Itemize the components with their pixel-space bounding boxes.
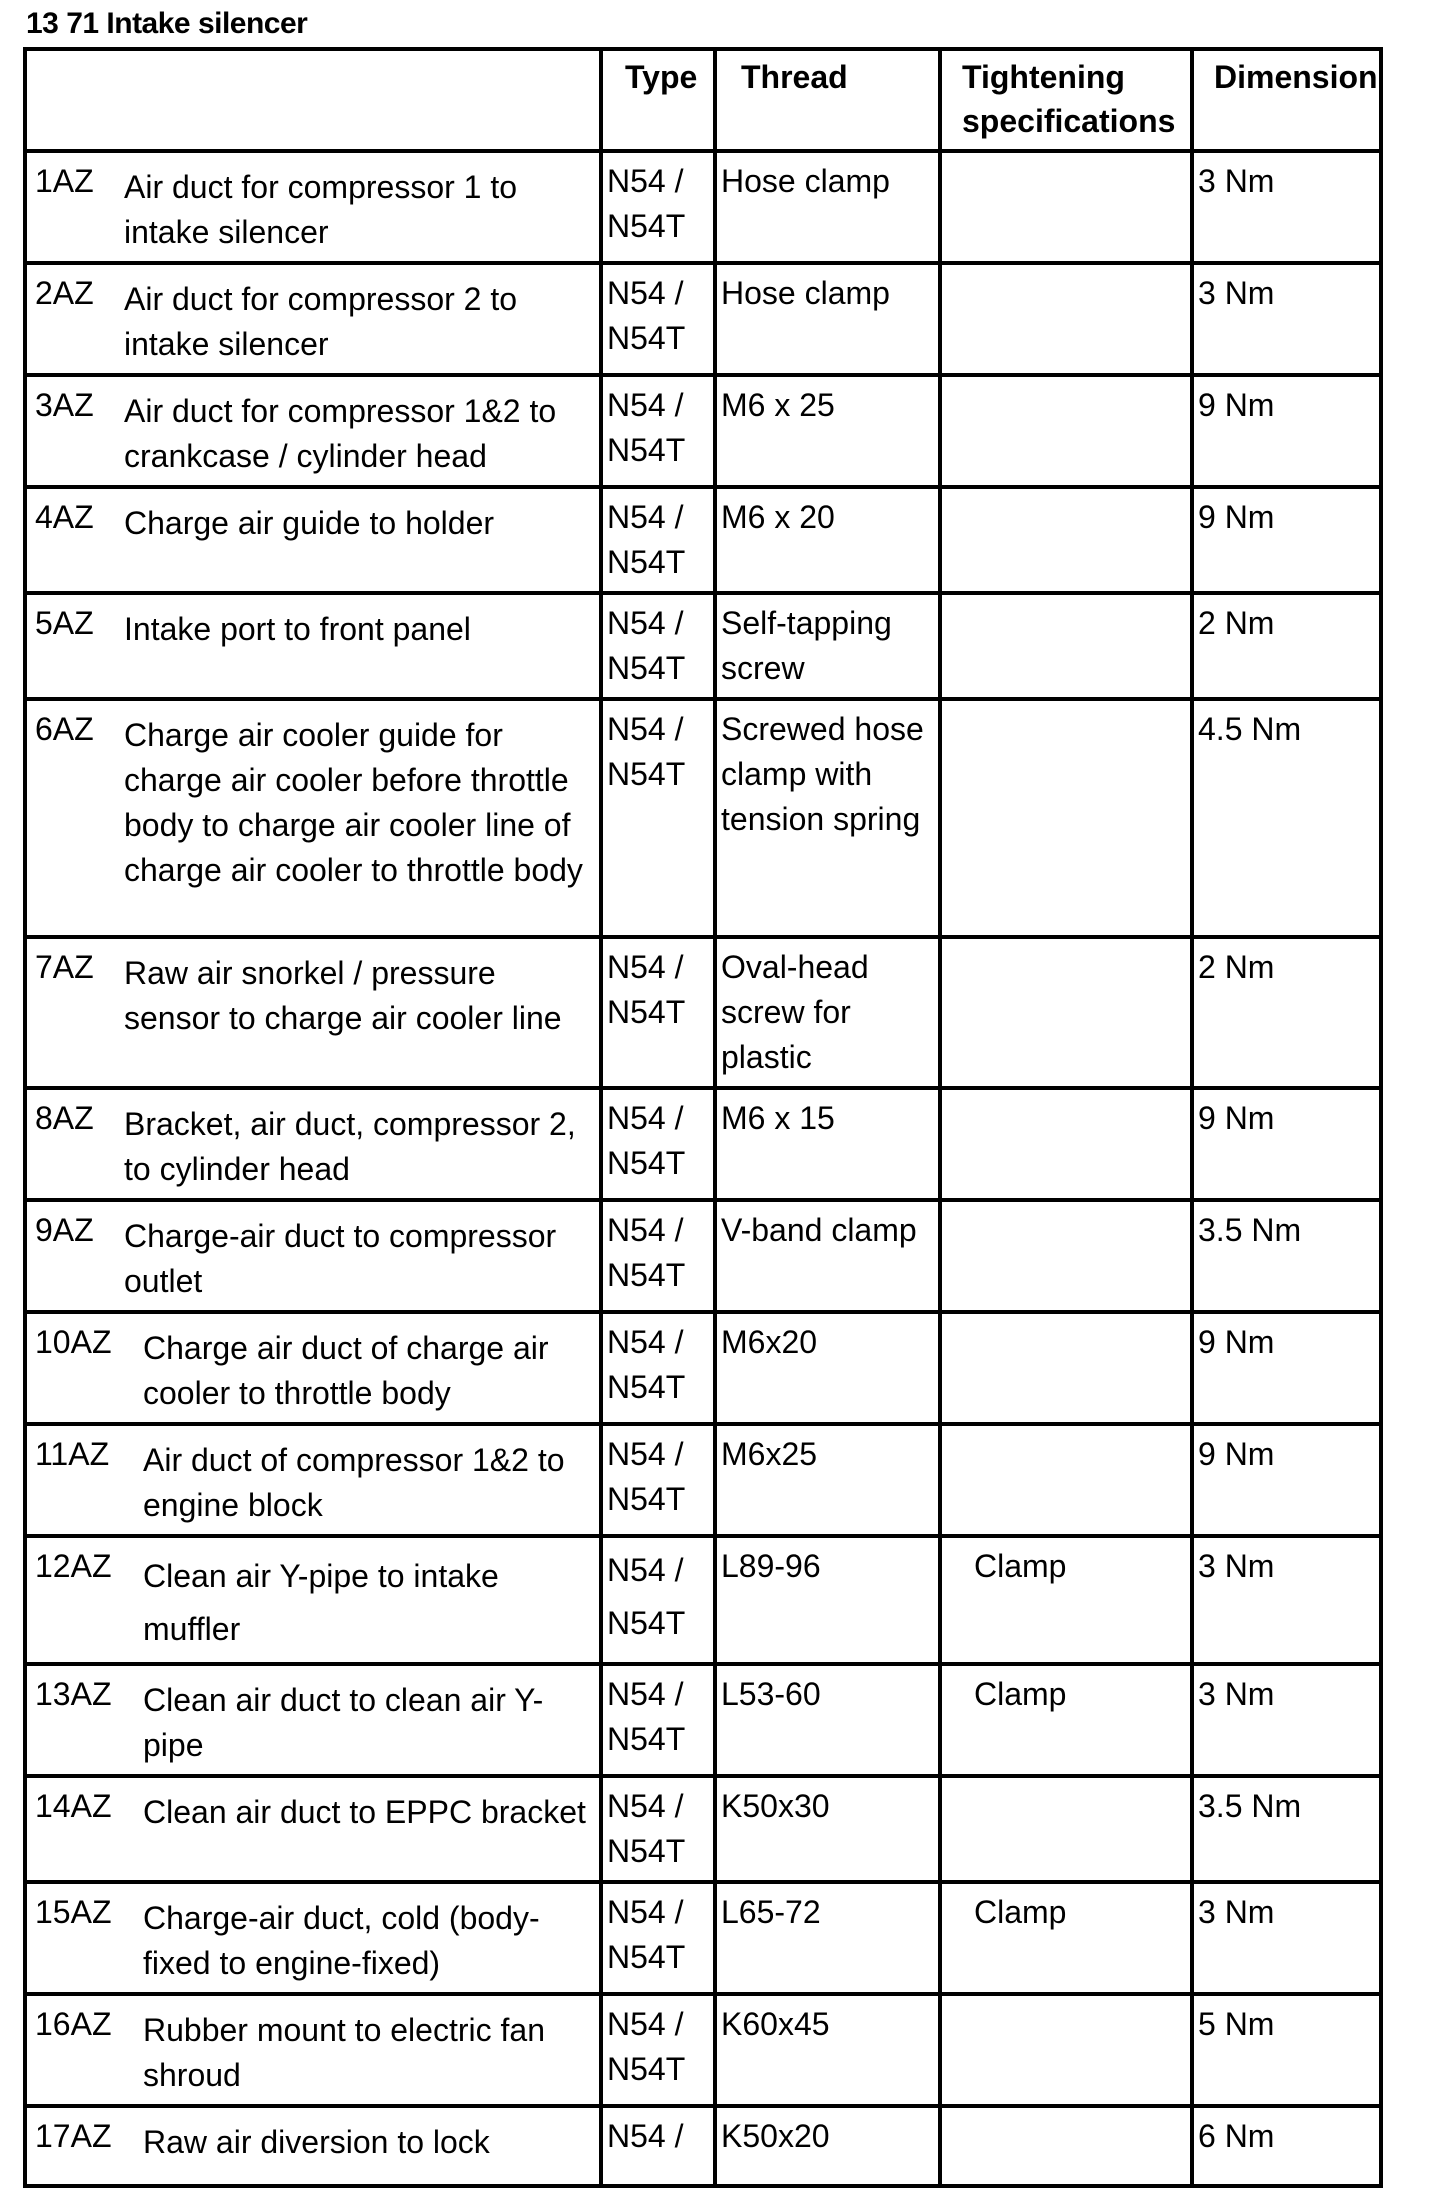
header-thread: Thread: [715, 49, 940, 151]
header-dimension: Dimension: [1192, 49, 1381, 151]
item-description: Clean air Y-pipe to intake muffler: [143, 1558, 499, 1647]
tightening-cell: [940, 1424, 1192, 1536]
item-cell: [25, 1536, 601, 1664]
item-cell: [25, 1088, 601, 1200]
dimension-cell: 9 Nm: [1192, 1088, 1381, 1200]
item-description: Air duct for compressor 1 to intake silencer: [124, 169, 518, 250]
type-cell: N54 / N54T: [601, 1088, 715, 1200]
item-description: Clean air duct to clean air Y-pipe: [143, 1682, 544, 1763]
item-description: Charge air duct of charge air cooler to throttle body: [143, 1330, 549, 1411]
dimension-cell: 3 Nm: [1192, 1536, 1381, 1664]
tightening-cell: [940, 263, 1192, 375]
item-description: Raw air diversion to lock: [143, 2124, 490, 2160]
item-number: 10AZ: [35, 1324, 112, 1360]
dimension-cell: 6 Nm: [1192, 2106, 1381, 2186]
page-title: 13 71 Intake silencer: [26, 7, 308, 40]
type-cell: N54 / N54T: [601, 1536, 715, 1664]
item-number: 15AZ: [35, 1894, 112, 1930]
type-cell: N54 / N54T: [601, 263, 715, 375]
item-description: Rubber mount to electric fan shroud: [143, 2012, 545, 2093]
item-number: 8AZ: [35, 1100, 94, 1136]
item-description: Clean air duct to EPPC bracket: [143, 1794, 586, 1830]
header-row: [25, 49, 1381, 151]
tightening-cell: [940, 1088, 1192, 1200]
item-cell: [25, 593, 601, 699]
item-description: Charge air guide to holder: [124, 505, 495, 541]
item-cell: [25, 487, 601, 593]
thread-cell: L89-96: [715, 1536, 940, 1664]
item-number: 13AZ: [35, 1676, 112, 1712]
tightening-cell: [940, 699, 1192, 937]
type-cell: N54 / N54T: [601, 1664, 715, 1776]
item-description: Intake port to front panel: [124, 611, 471, 647]
item-number: 7AZ: [35, 949, 94, 985]
table-row: [25, 1664, 1381, 1776]
item-number: 6AZ: [35, 711, 94, 747]
dimension-cell: 9 Nm: [1192, 1312, 1381, 1424]
item-cell: [25, 1776, 601, 1882]
thread-cell: L65-72: [715, 1882, 940, 1994]
tightening-cell: [940, 2106, 1192, 2186]
item-number: 14AZ: [35, 1788, 112, 1824]
table-row: [25, 1200, 1381, 1312]
item-description: Air duct of compressor 1&2 to engine block: [143, 1442, 565, 1523]
item-number: 3AZ: [35, 387, 94, 423]
header-type: Type: [601, 49, 715, 151]
table-row: [25, 1088, 1381, 1200]
dimension-cell: 3.5 Nm: [1192, 1200, 1381, 1312]
thread-cell: M6 x 15: [715, 1088, 940, 1200]
dimension-cell: 3.5 Nm: [1192, 1776, 1381, 1882]
item-number: 11AZ: [35, 1436, 110, 1472]
thread-cell: M6x25: [715, 1424, 940, 1536]
thread-cell: Hose clamp: [715, 263, 940, 375]
dimension-cell: 9 Nm: [1192, 487, 1381, 593]
tightening-cell: [940, 151, 1192, 263]
tightening-cell: [940, 937, 1192, 1088]
item-cell: [25, 2106, 601, 2186]
tightening-cell: [940, 487, 1192, 593]
type-cell: N54 / N54T: [601, 1200, 715, 1312]
table-row: [25, 593, 1381, 699]
table-row: [25, 263, 1381, 375]
dimension-cell: 3 Nm: [1192, 151, 1381, 263]
tightening-cell: Clamp: [940, 1664, 1192, 1776]
dimension-cell: 9 Nm: [1192, 375, 1381, 487]
thread-cell: L53-60: [715, 1664, 940, 1776]
item-cell: [25, 1664, 601, 1776]
item-cell: [25, 699, 601, 937]
type-cell: N54 / N54T: [601, 1776, 715, 1882]
table-row: [25, 699, 1381, 937]
item-cell: [25, 1312, 601, 1424]
item-cell: [25, 937, 601, 1088]
item-cell: [25, 375, 601, 487]
thread-cell: V-band clamp: [715, 1200, 940, 1312]
type-cell: N54 / N54T: [601, 375, 715, 487]
dimension-cell: 3 Nm: [1192, 263, 1381, 375]
table-row: [25, 1312, 1381, 1424]
tightening-cell: [940, 1994, 1192, 2106]
item-number: 12AZ: [35, 1548, 112, 1584]
item-number: 1AZ: [35, 163, 94, 199]
item-description: Raw air snorkel / pressure sensor to charge air cooler line: [124, 955, 562, 1036]
item-cell: [25, 1424, 601, 1536]
item-cell: [25, 1882, 601, 1994]
dimension-cell: 3 Nm: [1192, 1664, 1381, 1776]
thread-cell: M6 x 25: [715, 375, 940, 487]
dimension-cell: 5 Nm: [1192, 1994, 1381, 2106]
type-cell: N54 / N54T: [601, 593, 715, 699]
header-item: [25, 49, 601, 151]
thread-cell: Oval-head screw for plastic: [715, 937, 940, 1088]
tightening-cell: [940, 1200, 1192, 1312]
table-row: [25, 1882, 1381, 1994]
item-description: Air duct for compressor 1&2 to crankcase / cylinder head: [124, 393, 557, 474]
item-number: 2AZ: [35, 275, 94, 311]
thread-cell: M6x20: [715, 1312, 940, 1424]
tightening-cell: [940, 1776, 1192, 1882]
item-description: Charge-air duct, cold (body-fixed to engine-fixed): [143, 1900, 540, 1981]
table-row: [25, 2106, 1381, 2186]
item-description: Charge air cooler guide for charge air cooler before throttle body to charge air cooler line of charge air cooler to throttle body: [124, 717, 583, 888]
item-number: 4AZ: [35, 499, 94, 535]
type-cell: N54 / N54T: [601, 151, 715, 263]
tightening-cell: [940, 1312, 1192, 1424]
header-tightening: Tightening specifications: [940, 49, 1192, 151]
thread-cell: Screwed hose clamp with tension spring: [715, 699, 940, 937]
thread-cell: K50x20: [715, 2106, 940, 2186]
item-number: 17AZ: [35, 2118, 112, 2154]
item-cell: [25, 151, 601, 263]
table-row: [25, 151, 1381, 263]
table-row: [25, 375, 1381, 487]
item-cell: [25, 263, 601, 375]
type-cell: N54 / N54T: [601, 1424, 715, 1536]
type-cell: N54 /: [601, 2106, 715, 2186]
thread-cell: Hose clamp: [715, 151, 940, 263]
table-row: [25, 487, 1381, 593]
item-cell: [25, 1994, 601, 2106]
type-cell: N54 / N54T: [601, 1882, 715, 1994]
tightening-cell: Clamp: [940, 1536, 1192, 1664]
type-cell: N54 / N54T: [601, 937, 715, 1088]
tightening-cell: [940, 593, 1192, 699]
torque-spec-table: [23, 47, 1383, 2188]
item-description: Air duct for compressor 2 to intake silencer: [124, 281, 518, 362]
table-row: [25, 1424, 1381, 1536]
type-cell: N54 / N54T: [601, 1312, 715, 1424]
tightening-cell: [940, 375, 1192, 487]
table-row: [25, 937, 1381, 1088]
type-cell: N54 / N54T: [601, 699, 715, 937]
table-row: [25, 1776, 1381, 1882]
item-number: 5AZ: [35, 605, 94, 641]
dimension-cell: 2 Nm: [1192, 937, 1381, 1088]
item-description: Charge-air duct to compressor outlet: [124, 1218, 557, 1299]
table-row: [25, 1536, 1381, 1664]
dimension-cell: 9 Nm: [1192, 1424, 1381, 1536]
dimension-cell: 3 Nm: [1192, 1882, 1381, 1994]
item-description: Bracket, air duct, compressor 2, to cylinder head: [124, 1106, 576, 1187]
thread-cell: K50x30: [715, 1776, 940, 1882]
type-cell: N54 / N54T: [601, 1994, 715, 2106]
item-number: 9AZ: [35, 1212, 94, 1248]
item-number: 16AZ: [35, 2006, 112, 2042]
dimension-cell: 4.5 Nm: [1192, 699, 1381, 937]
tightening-cell: Clamp: [940, 1882, 1192, 1994]
table-row: [25, 1994, 1381, 2106]
dimension-cell: 2 Nm: [1192, 593, 1381, 699]
thread-cell: M6 x 20: [715, 487, 940, 593]
thread-cell: Self-tapping screw: [715, 593, 940, 699]
item-cell: [25, 1200, 601, 1312]
type-cell: N54 / N54T: [601, 487, 715, 593]
thread-cell: K60x45: [715, 1994, 940, 2106]
